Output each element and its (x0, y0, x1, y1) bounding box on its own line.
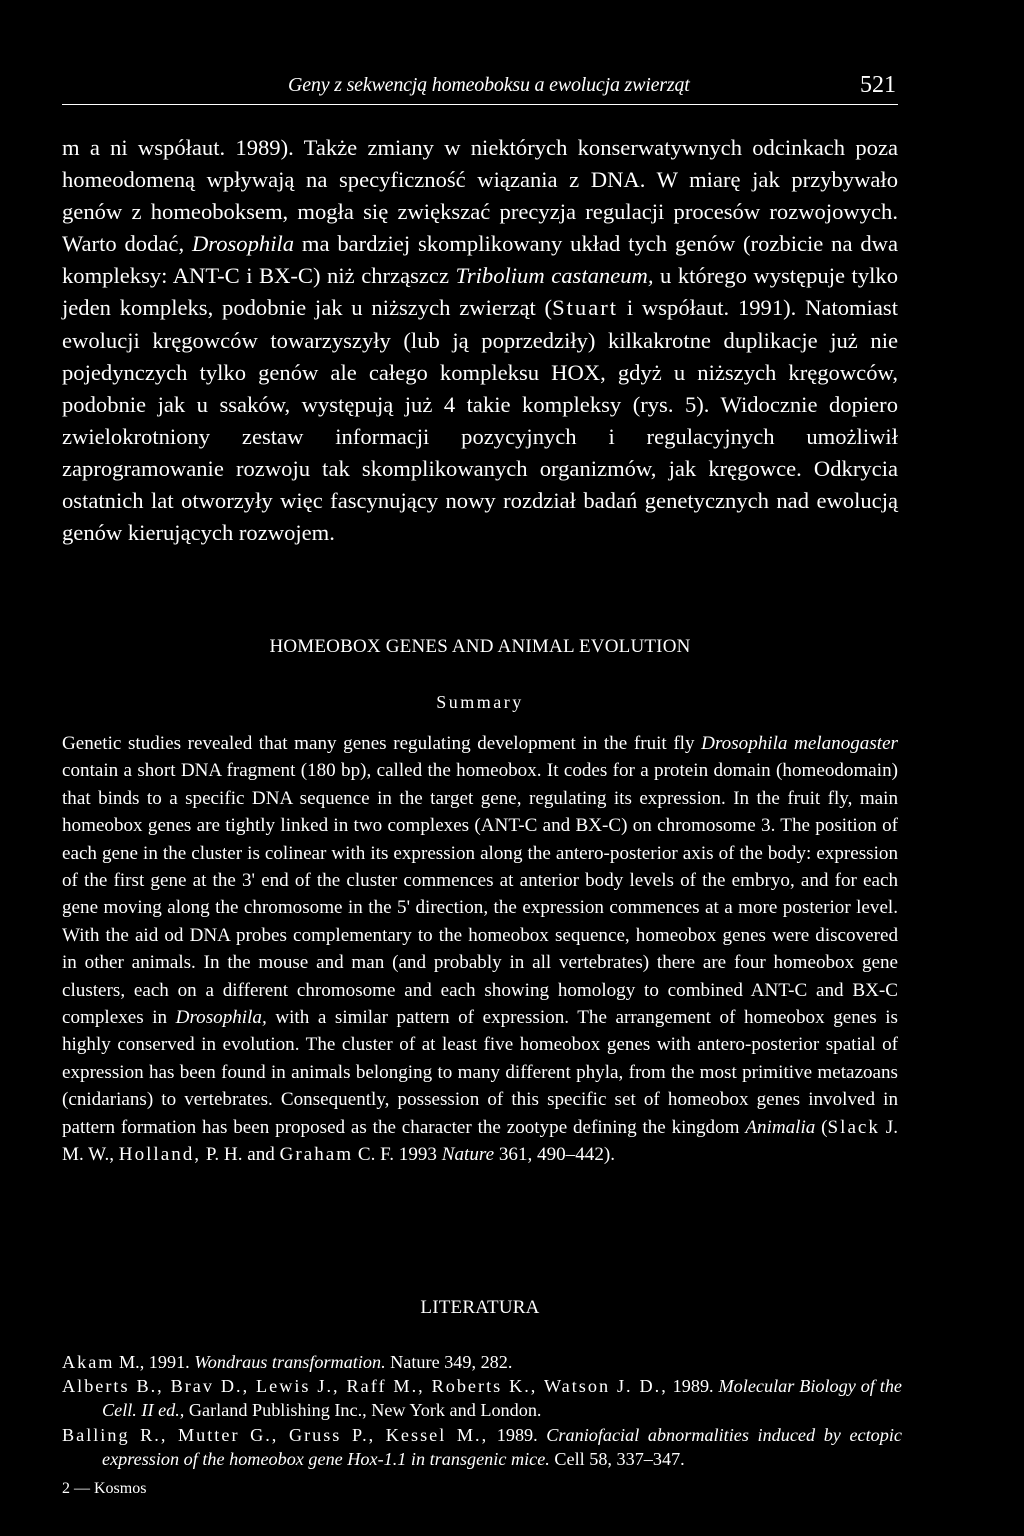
reference-year: 1989. (488, 1424, 547, 1445)
body-author-name: Stuart (552, 295, 619, 321)
reference-title: Molecular Biology of the Cell. II ed., (102, 1376, 903, 1421)
body-text-segment: ma bardziej skomplikowany układ tych genów (rozbicie na dwa kompleksy: ANT-C i BX-C) niż chrząszcz (62, 231, 898, 289)
summary-text-segment: P. H. and (201, 1144, 280, 1166)
body-italic-drosophila: Drosophila (191, 231, 295, 257)
reference-item (62, 1350, 902, 1374)
reference-list (62, 1350, 902, 1471)
summary-text-segment: Genetic studies revealed that many genes regulating development in the fruit fly (62, 733, 702, 754)
body-text-segment: i współaut. 1991). Natomiast ewolucji kręgowców towarzyszyły (lub ją poprzedziły) kilkakrotne duplikacje już nie pojedynczych tylko genów ale całego kompleksu HOX, gdyż u niższych kręgowców, podobnie jak u ssaków, występują już 4 takie kompleksy (rys. 5). Widocznie dopiero zwielokrotniony zestaw informacji pozycyjnych i regulacyjnych umożliwił zaprogramowanie rozwoju tak skomplikowanych organizmów, jak kręgowce. Odkrycia ostatnich lat otworzyły więc fascynujący nowy rozdział badań genetycznych nad ewolucją genów kierujących rozwojem. (62, 295, 898, 546)
page-footer: 2 — Kosmos (62, 1480, 147, 1497)
reference-authors: Akam (62, 1352, 115, 1372)
reference-authors: Balling R., Mutter G., Gruss P., Kessel M., (62, 1424, 489, 1445)
reference-source: Nature 349, 282. (385, 1352, 513, 1372)
reference-item (62, 1423, 902, 1471)
summary-italic-journal: Nature (441, 1144, 495, 1166)
summary-text-segment: 361, 490–442). (494, 1144, 615, 1166)
polish-body-paragraph (62, 132, 898, 549)
summary-author-name: Graham (279, 1144, 354, 1166)
running-title: Geny z sekwencją homeoboksu a ewolucja zwierząt (288, 74, 690, 96)
reference-year: M., 1991. (114, 1352, 195, 1372)
summary-author-name: Holland, (118, 1144, 202, 1166)
body-italic-tribolium: Tribolium castaneum, (455, 263, 654, 289)
document-page (62, 0, 903, 1536)
reference-year: 1989. (667, 1376, 719, 1397)
literature-heading: LITERATURA (420, 1297, 540, 1318)
page-number: 521 (860, 72, 896, 98)
reference-source: Garland Publishing Inc., New York and London. (184, 1400, 542, 1421)
summary-text-segment: ( (815, 1116, 828, 1138)
header-rule (62, 104, 898, 105)
summary-italic-drosophila: Drosophila, (175, 1007, 267, 1029)
running-head (62, 72, 898, 102)
body-text-segment: m a ni współaut. 1989). Także zmiany w niektórych konserwatywnych odcinkach poza homeodomeną wpływają na specyficzność wiązania z DNA. W miarę jak przybywało genów z homeoboksem, mogła się zwiększać precyzja regulacji procesów rozwojowych. Warto dodać, (62, 135, 898, 257)
summary-text-segment: J. M. W., (62, 1116, 898, 1166)
reference-item (62, 1374, 902, 1422)
summary-author-name: Slack (827, 1116, 880, 1138)
summary-text-segment: with a similar pattern of expression. The arrangement of homeobox genes is highly conserved in evolution. The cluster of at least five homeobox genes with antero-posterior spatial of expression has been found in animals belonging to many different phyla, from the most primitive metazoans (cnidarians) to vertebrates. Consequently, possession of this specific set of homeobox genes involved in pattern formation has been proposed as the character the zootype defining the kingdom (62, 1007, 898, 1138)
summary-italic-species: Drosophila melanogaster (701, 733, 898, 754)
reference-title: Craniofacial abnormalities induced by ectopic expression of the homeobox gene Hox-1.1 in transgenic mice. (102, 1424, 902, 1469)
summary-heading: Summary (436, 692, 524, 712)
summary-text-segment: C. F. 1993 (353, 1144, 442, 1166)
summary-paragraph (62, 730, 898, 1169)
reference-source: Cell 58, 337–347. (549, 1448, 685, 1469)
summary-italic-animalia: Animalia (745, 1116, 816, 1138)
body-text-segment: u którego występuje tylko jeden kompleks, podobnie jak u niższych zwierząt ( (62, 263, 898, 321)
english-section-title: HOMEOBOX GENES AND ANIMAL EVOLUTION (269, 636, 691, 657)
reference-title: Wondraus transformation. (194, 1352, 386, 1372)
summary-text-segment: contain a short DNA fragment (180 bp), called the homeobox. It codes for a protein domain (homeodomain) that binds to a specific DNA sequence in the target gene, regulating its expression. In the fruit fly, main homeobox genes are tightly linked in two complexes (ANT-C and BX-C) on chromosome 3. The position of each gene in the cluster is colinear with its expression along the antero-posterior axis of the body: expression of the first gene at the 3' end of the cluster commences at anterior body levels of the embryo, and for each gene moving along the chromosome in the 5' direction, the expression commences at a more posterior level. With the aid od DNA probes complementary to the homeobox sequence, homeobox genes were discovered in other animals. In the mouse and man (and probably in all vertebrates) there are four homeobox gene clusters, each on a different chromosome and each showing homology to combined ANT-C and BX-C complexes in (62, 760, 898, 1029)
reference-authors: Alberts B., Brav D., Lewis J., Raff M., Roberts K., Watson J. D., (62, 1376, 668, 1397)
